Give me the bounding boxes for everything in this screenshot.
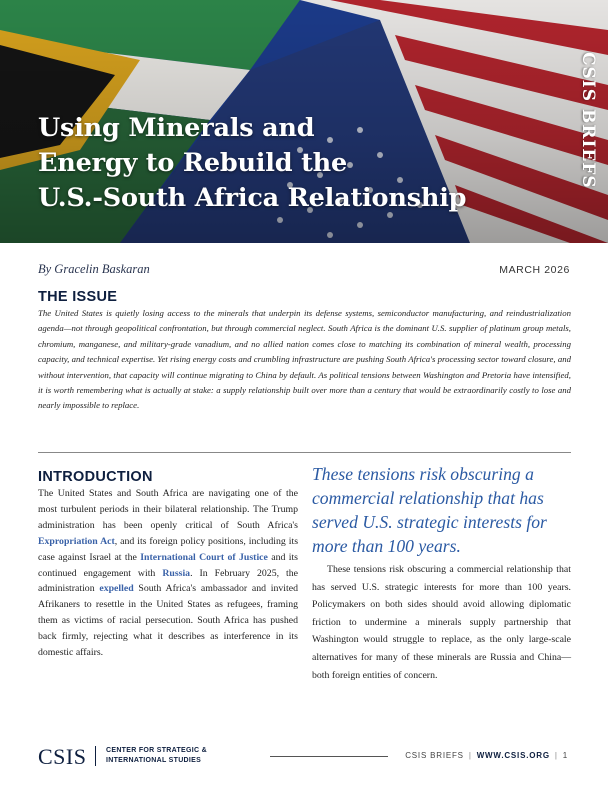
org-line-2: INTERNATIONAL STUDIES: [106, 757, 202, 764]
title-line-3: U.S.-South Africa Relationship: [38, 183, 467, 213]
footer-rule: [270, 756, 388, 757]
pull-quote: These tensions risk obscuring a commercial relationship that has served U.S. strategic interests for more than 100 years.: [312, 464, 547, 556]
intro-text-2: , and its foreign policy positions, including its case against Israel at the: [38, 535, 299, 563]
expropriation-act-link[interactable]: Expropriation Act: [38, 535, 115, 547]
page-title: [38, 111, 466, 216]
series-label: [578, 52, 604, 202]
hero-banner: [0, 0, 608, 243]
publication-date: MARCH 2026: [499, 264, 570, 276]
body-paragraph: These tensions risk obscuring a commercial relationship that has served U.S. strategic interests for more than 100 years. Policymakers on both sides should avoid allowing diplomatic friction to undermine a minerals supply partnership that Washington would struggle to replace, as the only large-scale alternatives for many of these minerals are Russia and China—both foreign entities of concern.: [312, 564, 571, 681]
footer-separator: |: [468, 751, 472, 760]
footer-series: CSIS BRIEFS: [405, 751, 464, 760]
org-line-1: CENTER FOR STRATEGIC &: [106, 747, 207, 754]
issue-summary: The United States is quietly losing access to the minerals that underpin its defense systems, semiconductor manufacturing, and reindustrialization agenda—not through geopolitical confrontation, but through commercial neglect. South Africa is the dominant U.S. supplier of platinum group metals, chromium, manganese, and military-grade vanadium, and no allied nation comes close to matching its combination of mineral wealth, processing capacity, and technical expertise. Yet rising energy costs and crumbling infrastructure are pushing South Africa's processing sector toward closure, and without intervention, that capacity will continue migrating to China by default. As political tensions between Washington and Pretoria have intensified, it is worth remembering what is actually at stake: a supply relationship built over more than a century that would be extraordinarily costly to lose and nearly impossible to replace.: [38, 308, 571, 411]
intro-text-4: . In February 2025, the administration: [38, 567, 298, 595]
footer-info: [405, 751, 568, 760]
organization-name: [106, 746, 207, 766]
title-line-2: Energy to Rebuild the: [38, 148, 348, 178]
section-divider: [38, 452, 571, 453]
series-label-text: CSIS BRIEFS: [578, 52, 598, 189]
introduction-paragraph: [38, 486, 298, 661]
intro-text-5: South Africa's ambassador and invited Afrikaners to resettle in the United States as refugees, framing them as victims of racial persecution. South Africa has pushed back firmly, rejecting what it describes as interference in its domestic affairs.: [38, 583, 298, 659]
csis-logo: CSIS: [38, 744, 87, 769]
byline: By Gracelin Baskaran: [38, 262, 150, 276]
logo-divider: [95, 746, 96, 766]
icj-link[interactable]: International Court of Justice: [140, 551, 268, 563]
expelled-link[interactable]: expelled: [99, 583, 134, 595]
website-link[interactable]: WWW.CSIS.ORG: [476, 751, 550, 760]
issue-heading: THE ISSUE: [38, 289, 118, 305]
page-number: 1: [562, 751, 568, 760]
intro-text-1: The United States and South Africa are navigating one of the most turbulent periods in their bilateral relationship. The Trump administration has been openly critical of South Africa's: [38, 488, 298, 531]
title-line-1: Using Minerals and: [38, 113, 315, 143]
introduction-heading: INTRODUCTION: [38, 469, 153, 485]
footer-separator: |: [554, 751, 558, 760]
russia-link[interactable]: Russia: [162, 567, 191, 579]
intro-text-3: and its continued engagement with: [38, 551, 298, 579]
